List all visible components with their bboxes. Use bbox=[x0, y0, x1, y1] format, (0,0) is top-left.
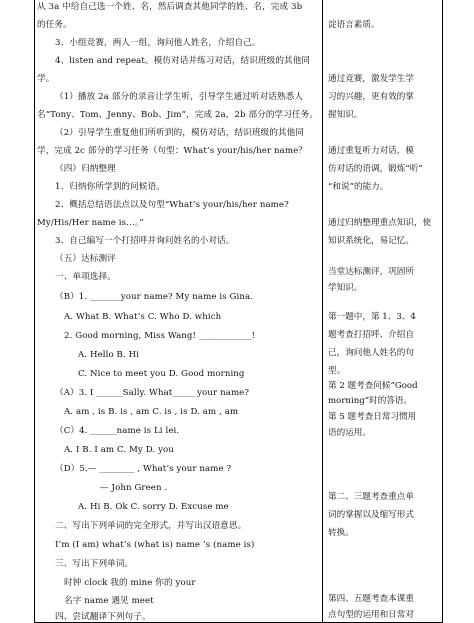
main-line: （2）引导学生重复他们所听到的，模仿对话，结识班级的其他同 bbox=[55, 128, 304, 138]
side-line: 仿对话的语调，锻炼“听” bbox=[328, 164, 423, 174]
side-line: 型。 bbox=[328, 366, 346, 376]
section-heading: （五）达标测评 bbox=[55, 254, 116, 264]
quiz-options: A. Hi B. Ok C. sorry D. Excuse me bbox=[78, 502, 229, 512]
side-line: 第一题中，第 1、3、4 bbox=[328, 312, 416, 322]
side-line: 通过竞赛，激发学生学 bbox=[328, 74, 414, 84]
main-line: 3、小组竞赛，两人一组，询问他人姓名，介绍自己。 bbox=[55, 38, 261, 48]
section-heading: （四）归纳整理 bbox=[55, 164, 116, 174]
quiz-options: C. Nice to meet you D. Good morning bbox=[78, 369, 245, 379]
side-line: 己，询问他人姓名的句 bbox=[328, 348, 414, 358]
table-left-border bbox=[34, 0, 35, 623]
side-line: 知识系统化，易记忆。 bbox=[328, 236, 414, 246]
quiz-question: （A）3. I ______Sally. What_____ your name? bbox=[55, 388, 250, 398]
main-line: 学。 bbox=[37, 74, 55, 84]
side-line: 习的兴趣，更有效的掌 bbox=[328, 92, 414, 102]
side-line: 当堂达标测评，巩固所 bbox=[328, 267, 414, 277]
side-line: 通过归纳整理重点知识，使 bbox=[328, 218, 432, 228]
side-line: morning”时的答语。 bbox=[328, 396, 413, 406]
side-line: 第 2 题考查问候“Good bbox=[328, 381, 418, 391]
side-line: 淀语言素质。 bbox=[328, 20, 380, 30]
quiz-question: （C）4. ______name is Li lei. bbox=[55, 426, 180, 436]
quiz-answer: 时钟 clock 我的 mine 你的 your bbox=[64, 578, 196, 588]
quiz-options: A. Hello B. Hi bbox=[78, 350, 140, 360]
quiz-question: （D）5.— ________ , What’s your name ? bbox=[55, 464, 232, 474]
section-heading: 二、写出下列单词的完全形式，并写出汉语意思。 bbox=[55, 521, 247, 531]
main-line: My/His/Her name is…。” bbox=[37, 218, 144, 228]
side-line: 题考查打招呼、介绍自 bbox=[328, 330, 414, 340]
side-line: 学知识。 bbox=[328, 283, 363, 293]
table-column-divider bbox=[322, 0, 323, 623]
side-line: 握知识。 bbox=[328, 110, 363, 120]
side-line: 第四、五题考查本课重 bbox=[328, 594, 414, 604]
table-right-border bbox=[442, 0, 443, 623]
main-line: 从 3a 中给自己选一个姓、名，然后调查其他同学的姓、名，完成 3b bbox=[37, 2, 303, 12]
quiz-question: （B）1. _______your name? My name is Gina. bbox=[55, 292, 254, 302]
quiz-answer: I’m (I am) what’s (what is) name ’s (name is) bbox=[55, 540, 255, 550]
side-line: 转换。 bbox=[328, 528, 354, 538]
main-line: 1、归纳你所学到的问候语。 bbox=[55, 182, 165, 192]
main-line: 名“Tony、Tom、Jenny、Bob、Jim”，完成 2a，2b 部分的学习任务。 bbox=[37, 110, 319, 120]
side-line: 点句型的运用和日常对 bbox=[328, 610, 414, 620]
quiz-options: A. am , is B. is , am C. is , is D. am , am bbox=[64, 407, 239, 417]
side-line: 词的掌握以及缩写形式 bbox=[328, 510, 414, 520]
quiz-question: — John Green . bbox=[100, 483, 168, 493]
side-line: 通过重复听力对话，模 bbox=[328, 146, 414, 156]
side-line: 语的运用。 bbox=[328, 428, 371, 438]
main-line: 学，完成 2c 部分的学习任务（句型：What’s your/his/her name？ bbox=[37, 146, 307, 156]
quiz-options: A. I B. I am C. My D. you bbox=[64, 445, 174, 455]
main-line: 4、listen and repeat。模仿对话并练习对话，结识班级的其他同 bbox=[55, 56, 311, 66]
main-line: 的任务。 bbox=[37, 20, 72, 30]
side-line: “和说”的能力。 bbox=[328, 182, 389, 192]
side-line: 第二、三题考查重点单 bbox=[328, 492, 414, 502]
section-heading: 一、单项选择。 bbox=[55, 272, 116, 282]
main-line: 3、自己编写一个打招呼并询问姓名的小对话。 bbox=[55, 236, 235, 246]
section-heading: 三、写出下列单词。 bbox=[55, 559, 134, 569]
quiz-question: 2. Good morning, Miss Wang! ____________! bbox=[64, 331, 256, 341]
main-line: 2、概括总结语法点以及句型“What’s your/his/her name? bbox=[55, 200, 289, 210]
section-heading: 四、尝试翻译下列句子。 bbox=[55, 612, 151, 622]
quiz-answer: 名字 name 遇见 meet bbox=[64, 596, 154, 606]
side-line: 第 5 题考查日常习惯用 bbox=[328, 412, 417, 422]
quiz-options: A. What B. What’s C. Who D. which bbox=[64, 312, 222, 322]
main-line: （1）播放 2a 部分的录音让学生听，引导学生通过听对话熟悉人 bbox=[55, 92, 304, 102]
